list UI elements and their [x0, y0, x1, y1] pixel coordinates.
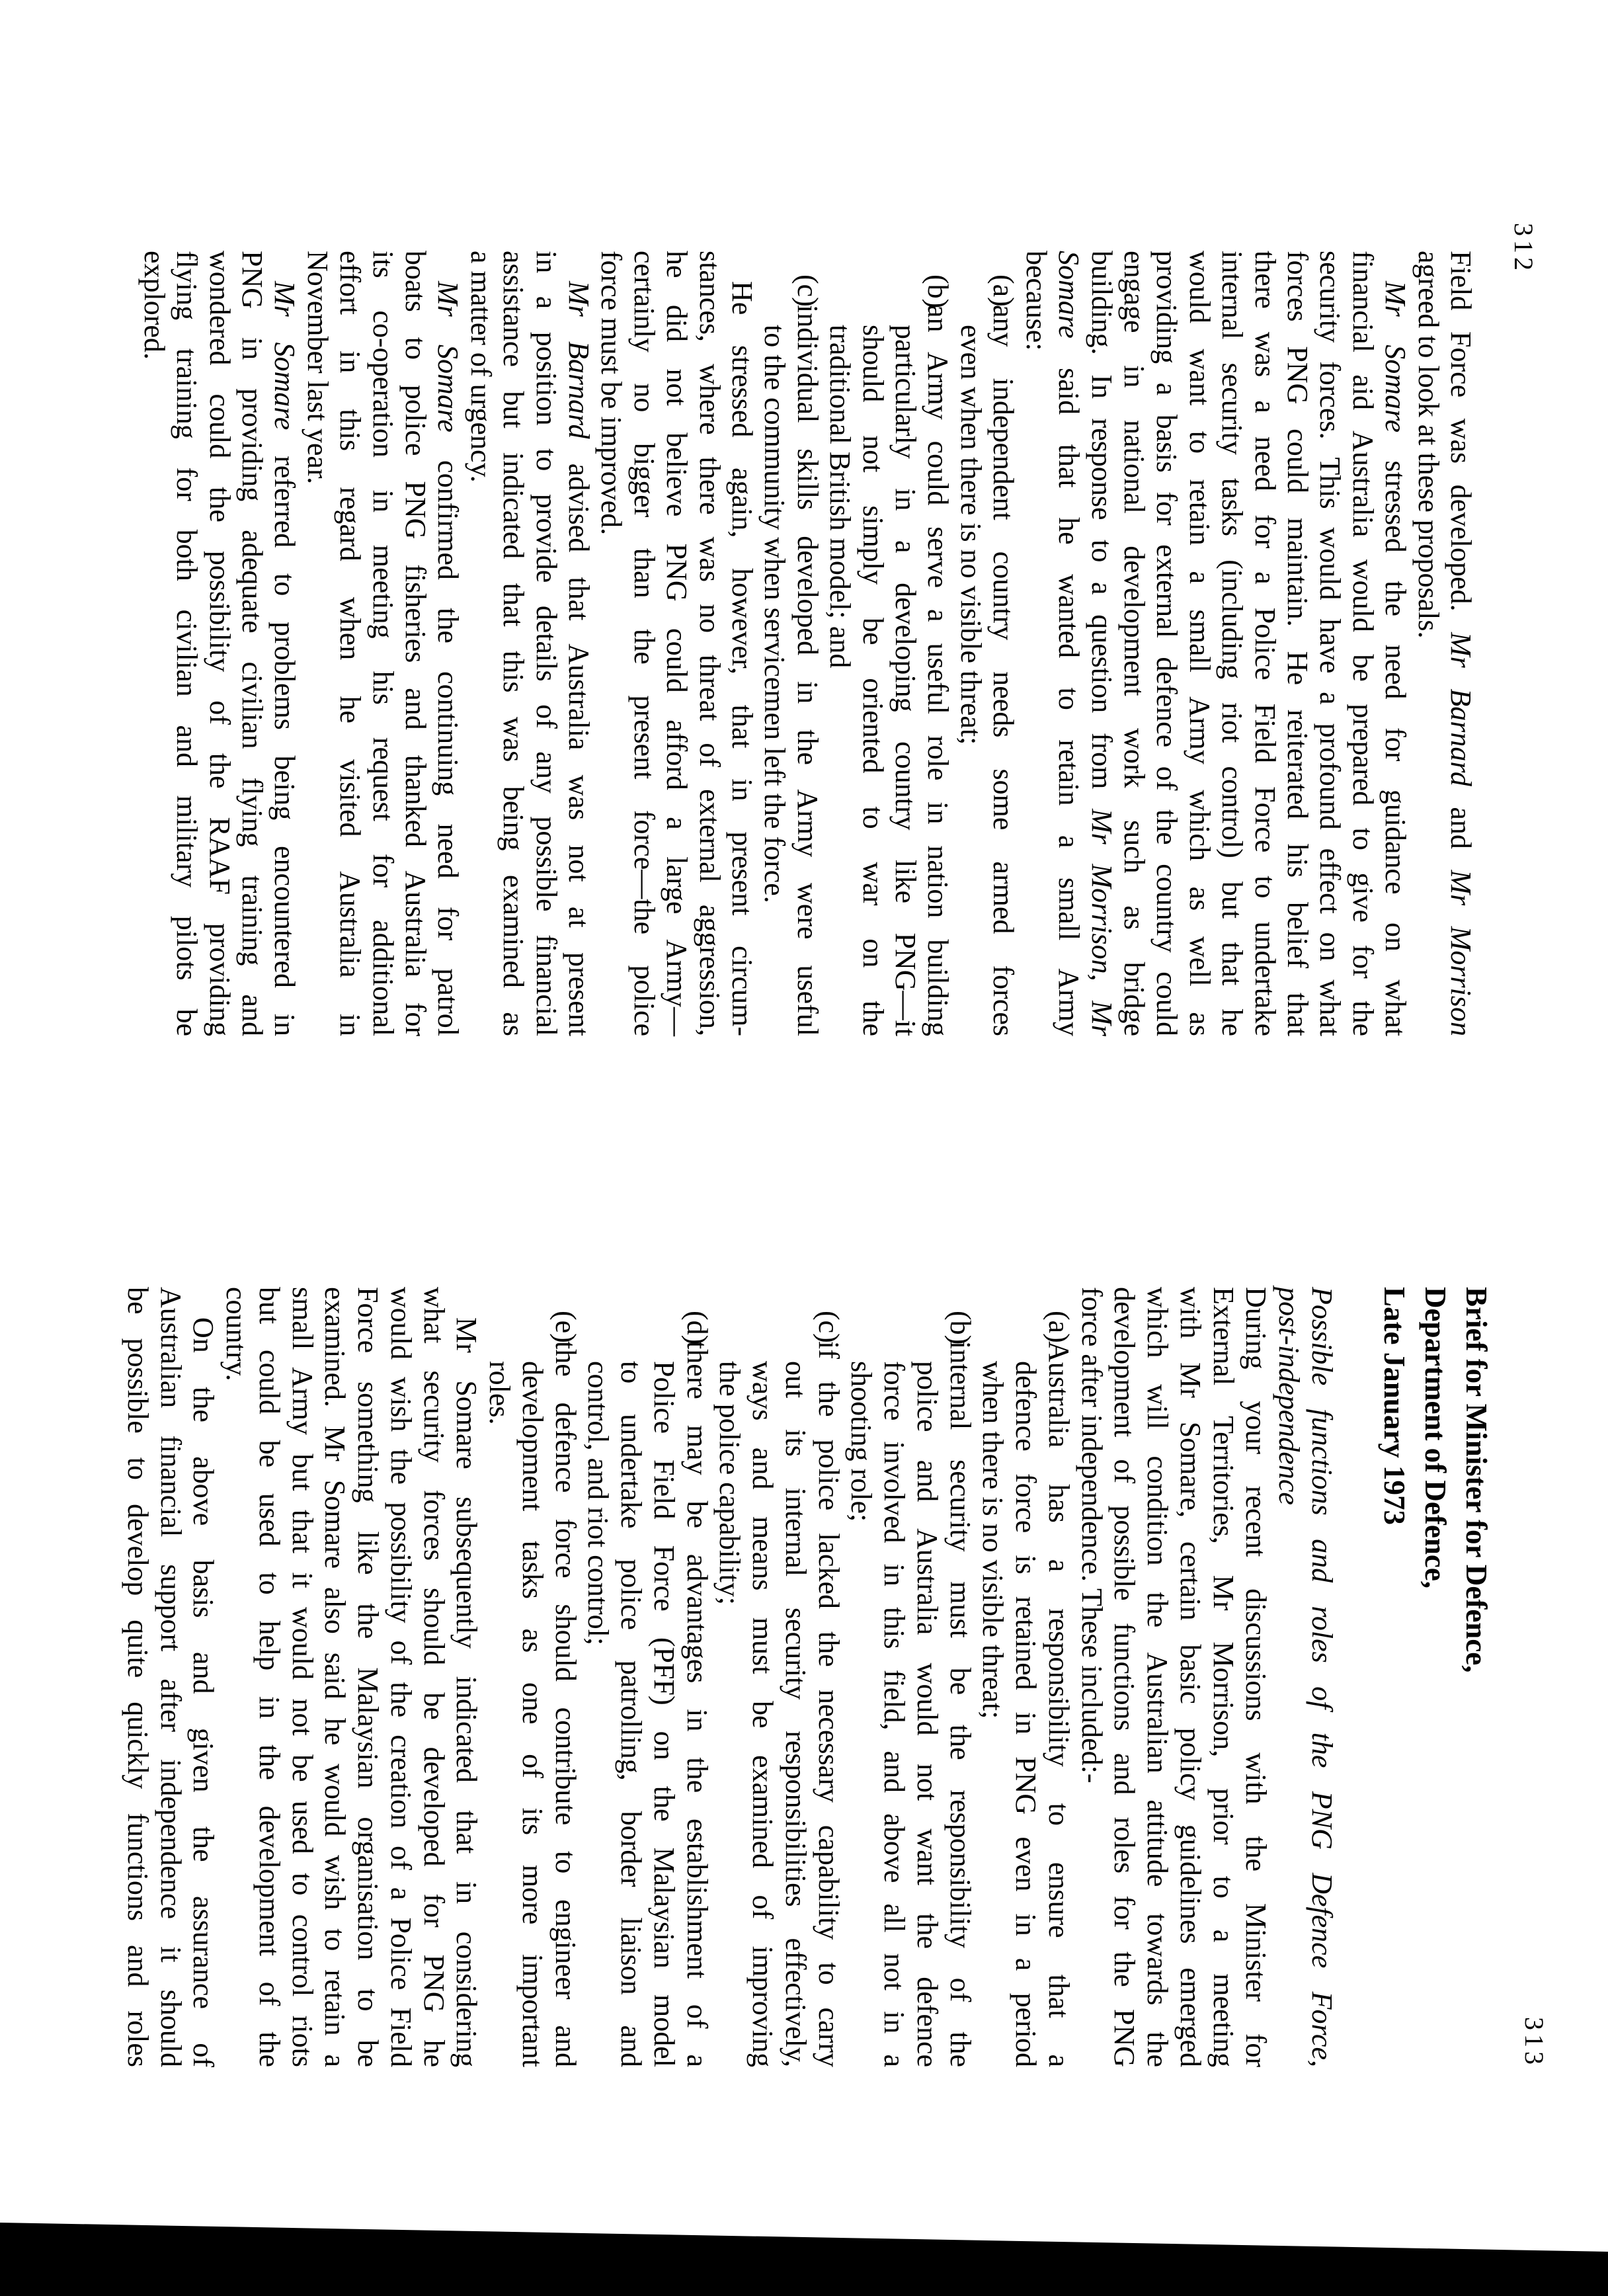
text-line [220, 1287, 253, 2067]
text-segment: defence force is retained in PNG even in a period [1010, 1361, 1043, 2067]
text-segment: what security forces should be developed for PNG he [417, 1287, 450, 2067]
text-line [121, 1287, 154, 2067]
text-line [464, 251, 497, 1036]
text-line [1042, 1287, 1075, 2067]
italic-text: Somare [1053, 251, 1086, 339]
text-line [987, 251, 1020, 1036]
text-segment: would wish the possibility of the creation of a Police Field [385, 1287, 417, 2067]
text-line [922, 251, 954, 1036]
text-segment: in a position to provide details of any possible financial [530, 251, 563, 1036]
text-segment: its co-operation in meeting his request for additional [366, 251, 399, 1036]
text-line [497, 251, 530, 1036]
text-segment: there may be advantages in the establishment of a [680, 1341, 713, 2067]
text-line [203, 251, 235, 1036]
text-line [171, 251, 203, 1036]
text-segment: Australian financial support after independence it should [154, 1287, 187, 2067]
text-segment: he did not believe PNG could afford a large Army— [661, 251, 694, 1036]
text-segment: providing a basis for external defence of the country could [1150, 251, 1184, 1036]
text-line [889, 251, 922, 1036]
text-line [1085, 251, 1117, 1036]
page-312-body [138, 251, 1477, 1036]
text-line [758, 251, 791, 1036]
text-segment: even when there is no visible threat; [954, 325, 987, 745]
page-313-body [121, 1287, 1338, 2067]
text-segment: said that he wanted to retain a small Army [1053, 338, 1086, 1036]
text-segment: November last year. [301, 251, 334, 485]
page-number-312: 312 [1509, 223, 1539, 274]
text-line [417, 1287, 450, 2067]
text-line [432, 251, 464, 1036]
list-marker: (a) [987, 274, 1020, 307]
text-line [138, 251, 170, 1036]
text-segment: Australia has a responsibility to ensure that a [1043, 1341, 1075, 2067]
text-line [1183, 251, 1215, 1036]
text-segment: development tasks as one of its more important [516, 1361, 549, 2067]
text-line [530, 251, 562, 1036]
text-line [661, 251, 693, 1036]
text-segment: with Mr Somare, certain basic policy guidelines emerged [1174, 1287, 1207, 2067]
text-segment: financial aid Australia would be prepared to give for the [1346, 251, 1379, 1036]
text-segment: development of possible functions and roles for the PNG [1108, 1287, 1141, 2067]
text-segment: wondered could the possibility of the RAAF providing [203, 251, 236, 1036]
text-line [955, 251, 987, 1036]
text-line [647, 1287, 680, 2067]
text-segment: individual skills developed in the Army were useful [791, 305, 824, 1036]
text-line [615, 1287, 648, 2067]
text-line [563, 251, 595, 1036]
italic-text: Mr Somare [1379, 281, 1412, 433]
text-line [627, 251, 660, 1036]
text-line [1314, 251, 1346, 1036]
text-segment: a matter of urgency. [464, 251, 497, 483]
text-segment: because: [1020, 251, 1053, 351]
text-line [977, 1287, 1010, 2067]
text-segment: forces PNG could maintain. He reiterated his belief that [1281, 251, 1314, 1036]
text-line [1150, 251, 1183, 1036]
text-segment: to undertake police patrolling, border liaison and [615, 1361, 648, 2067]
text-line [878, 1287, 911, 2067]
text-line [253, 1287, 286, 2067]
text-segment: security forces. This would have a profound effect on what [1314, 251, 1347, 1036]
text-line [1273, 1287, 1306, 2067]
text-line [268, 251, 301, 1036]
text-line [1075, 1287, 1108, 2067]
text-line [1412, 251, 1444, 1036]
brief-date: Late January 1973 [1378, 1287, 1411, 1525]
list-marker: (c) [812, 1311, 845, 1343]
text-segment: referred to problems being encountered in [268, 430, 302, 1036]
text-segment: External Territories, Mr Morrison, prior to a meeting [1207, 1287, 1240, 2067]
text-segment: traditional British model; and [824, 325, 857, 669]
text-segment: post-independence [1273, 1287, 1306, 1505]
text-line [693, 251, 725, 1036]
text-line [286, 1287, 319, 2067]
text-line [845, 1287, 878, 2067]
text-segment: but could be used to help in the development of the [253, 1287, 286, 2067]
text-line [1141, 1287, 1174, 2067]
text-segment: be possible to develop quite quickly functions and roles [122, 1287, 154, 2067]
text-segment: out its internal security responsibilities effectively, [780, 1361, 812, 2067]
text-segment: country. [220, 1287, 253, 1381]
text-line [236, 251, 268, 1036]
text-segment: advised that Australia was not at present [563, 438, 596, 1036]
list-marker: (c) [791, 274, 824, 307]
italic-text: Mr Barnard [563, 281, 596, 439]
text-segment: During your recent discussions with the Minister for [1240, 1287, 1273, 2067]
page-312 [138, 251, 1477, 1036]
text-line [582, 1287, 615, 2067]
text-segment: particularly in a developing country like PNG—it [889, 325, 922, 1036]
text-line [779, 1287, 812, 2067]
text-line [154, 1287, 187, 2067]
text-line [187, 1287, 220, 2067]
page-number-313: 313 [1519, 2017, 1549, 2069]
text-segment: the defence force should contribute to engineer and [549, 1341, 582, 2067]
text-line [856, 251, 889, 1036]
text-segment: boats to police PNG fisheries and thanked Australia for [399, 251, 432, 1036]
text-segment: flying training for both civilian and military pilots be [171, 251, 204, 1036]
text-segment: the police capability; [713, 1361, 746, 1605]
text-line [301, 251, 333, 1036]
text-segment: Force something like the Malaysian organisation to be [352, 1287, 385, 2067]
text-segment: On the above basis and given the assurance of [187, 1317, 220, 2067]
text-segment: ways and means must be examined of improving [746, 1361, 780, 2067]
text-segment: Possible functions and roles of the PNG Defence Force, [1306, 1287, 1338, 2067]
text-line [366, 251, 399, 1036]
text-line [1118, 251, 1150, 1036]
text-segment: stances, where there was no threat of external aggression, [693, 251, 726, 1036]
text-segment: and [1445, 786, 1477, 870]
brief-recipient: Brief for Minister for Defence, [1460, 1287, 1493, 1673]
text-line [910, 1287, 944, 2067]
text-line [399, 251, 432, 1036]
page-313 [121, 1287, 1497, 2067]
italic-text: Mr Barnard [1445, 632, 1477, 786]
italic-text: Mr Morrison [1445, 870, 1477, 1037]
italic-text: Mr Somare [268, 281, 302, 430]
list-marker: (e) [549, 1311, 582, 1343]
text-line [1445, 251, 1477, 1036]
text-line [1053, 251, 1085, 1036]
text-line [1379, 251, 1412, 1036]
brief-department: Department of Defence, [1419, 1287, 1452, 1589]
text-line [812, 1287, 845, 2067]
text-segment: force must be improved. [595, 251, 628, 536]
text-segment: should not simply be oriented to war on the [856, 325, 889, 1036]
text-segment: assistance but indicated that this was being examined as [497, 251, 530, 1036]
text-segment: would want to retain a small Army which as well as [1183, 251, 1216, 1036]
italic-text: Mr Morrison, Mr [1085, 808, 1118, 1037]
text-line [483, 1287, 516, 2067]
text-segment: an Army could serve a useful role in nation building [922, 305, 955, 1036]
text-segment: PNG in providing adequate civilian flying training and [235, 251, 268, 1036]
text-line [726, 251, 758, 1036]
text-segment: Mr Somare subsequently indicated that in considering [450, 1317, 483, 2067]
text-segment: shooting role; [845, 1361, 878, 1522]
text-segment: control, and riot control; [582, 1361, 615, 1646]
text-line [450, 1287, 483, 2067]
text-segment: if the police lacked the necessary capability to carry [812, 1341, 845, 2067]
text-line [549, 1287, 582, 2067]
text-line [595, 251, 627, 1036]
text-line [352, 1287, 385, 2067]
text-segment: stressed the need for guidance on what [1379, 432, 1412, 1036]
text-segment: examined. Mr Somare also said he would wish to retain a [319, 1287, 352, 2067]
text-segment: which will condition the Australian attitude towards the [1141, 1287, 1174, 2067]
text-line [1248, 251, 1281, 1036]
text-line [713, 1287, 746, 2067]
brief-heading [1374, 1287, 1497, 2067]
text-line [746, 1287, 780, 2067]
text-line [334, 251, 366, 1036]
text-line [944, 1287, 977, 2067]
list-marker: (b) [922, 274, 955, 309]
text-line [1108, 1287, 1141, 2067]
text-segment: Field Force was developed. [1445, 251, 1477, 633]
text-line [1240, 1287, 1273, 2067]
text-segment: engage in national development work such as bridge [1117, 251, 1150, 1036]
text-segment: explored. [138, 251, 171, 360]
text-segment: Police Field Force (PFF) on the Malaysian model [648, 1361, 680, 2067]
text-segment: internal security tasks (including riot control) but that he [1216, 251, 1249, 1036]
text-segment: there was a need for a Police Field Force to undertake [1248, 251, 1281, 1036]
text-line [1174, 1287, 1207, 2067]
text-line [680, 1287, 713, 2067]
text-segment: agreed to look at these proposals. [1412, 251, 1445, 639]
text-segment: certainly no bigger than the present force—the police [627, 251, 661, 1036]
text-segment: building. In response to a question from [1085, 251, 1118, 809]
text-line [791, 251, 823, 1036]
list-marker: (b) [944, 1311, 977, 1345]
text-segment: small Army but that it would not be used to control riots [286, 1287, 319, 2067]
text-line [1281, 251, 1314, 1036]
text-line [384, 1287, 417, 2067]
text-line [516, 1287, 549, 2067]
text-segment: police and Australia would not want the defence [911, 1361, 944, 2067]
text-line [1020, 251, 1052, 1036]
text-segment: internal security must be the responsibility of the [944, 1341, 977, 2067]
text-line [824, 251, 856, 1036]
text-line [1207, 1287, 1240, 2067]
text-segment: any independent country needs some armed forces [987, 305, 1020, 1036]
text-segment: when there is no visible threat; [977, 1361, 1010, 1719]
italic-text: Mr Somare [432, 281, 465, 432]
text-segment: He stressed again, however, that in present circum- [726, 281, 759, 1036]
text-line [1216, 251, 1248, 1036]
text-segment: force after independence. These included:- [1075, 1287, 1108, 1784]
list-marker: (a) [1043, 1311, 1075, 1343]
text-segment: force involved in this field, and above all not in a [878, 1361, 911, 2067]
text-line [1305, 1287, 1338, 2067]
text-line [1346, 251, 1379, 1036]
text-segment: to the community when servicemen left the force. [758, 325, 791, 903]
text-segment: roles. [483, 1361, 516, 1425]
text-segment: effort in this regard when he visited Australia in [334, 251, 367, 1036]
text-segment: confirmed the continuing need for patrol [432, 432, 465, 1036]
text-line [319, 1287, 352, 2067]
text-line [1010, 1287, 1043, 2067]
list-marker: (d) [680, 1311, 713, 1345]
